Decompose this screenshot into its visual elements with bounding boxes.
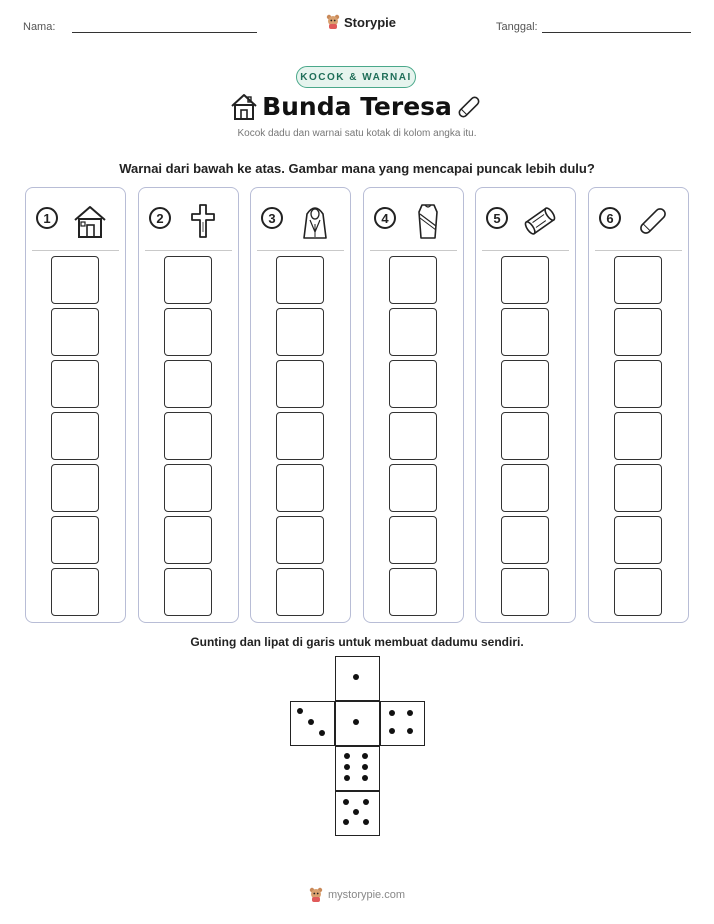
- color-cell[interactable]: [51, 568, 99, 616]
- footer: [0, 887, 714, 903]
- pip: [362, 764, 368, 770]
- column-number: 3: [261, 207, 283, 229]
- column-number: 6: [599, 207, 621, 229]
- column-number: 1: [36, 207, 58, 229]
- color-cell[interactable]: [389, 464, 437, 512]
- color-cell[interactable]: [614, 412, 662, 460]
- column-6: [588, 187, 689, 623]
- die-face-4: [380, 701, 425, 746]
- scroll-icon: [520, 202, 560, 240]
- pip: [389, 710, 395, 716]
- color-cell[interactable]: [51, 464, 99, 512]
- color-cell[interactable]: [276, 360, 324, 408]
- column-divider: [370, 250, 457, 251]
- color-cell[interactable]: [389, 516, 437, 564]
- column-number: 5: [486, 207, 508, 229]
- pip: [308, 719, 314, 725]
- column-number: 4: [374, 207, 396, 229]
- house-icon: [70, 202, 110, 240]
- column-divider: [482, 250, 569, 251]
- column-number: 2: [149, 207, 171, 229]
- date-line[interactable]: [542, 32, 691, 33]
- color-cell[interactable]: [614, 308, 662, 356]
- chalk-stick-icon: [633, 202, 673, 240]
- brand-name: Storypie: [344, 14, 397, 30]
- column-5: [475, 187, 576, 623]
- color-cell[interactable]: [614, 516, 662, 564]
- footer-url[interactable]: mystorypie.com: [327, 889, 406, 901]
- color-cell[interactable]: [276, 568, 324, 616]
- color-cell[interactable]: [389, 256, 437, 304]
- color-cell[interactable]: [501, 308, 549, 356]
- color-cell[interactable]: [164, 464, 212, 512]
- cross-icon: [183, 202, 223, 240]
- sari-robe-icon: [408, 202, 448, 240]
- color-cell[interactable]: [276, 256, 324, 304]
- pip: [407, 728, 413, 734]
- color-cell[interactable]: [614, 256, 662, 304]
- page-title: Bunda Teresa: [262, 92, 452, 121]
- cut-instruction: Gunting dan lipat di garis untuk membuat dadumu sendiri.: [190, 635, 524, 649]
- pip: [362, 775, 368, 781]
- color-cell[interactable]: [164, 256, 212, 304]
- color-cell[interactable]: [51, 360, 99, 408]
- pip: [343, 819, 349, 825]
- color-cell[interactable]: [501, 412, 549, 460]
- activity-badge: KOCOK & WARNAI: [296, 66, 416, 88]
- pip: [344, 753, 350, 759]
- subtitle: Kocok dadu dan warnai satu kotak di kolom angka itu.: [237, 128, 477, 139]
- color-cell[interactable]: [501, 464, 549, 512]
- die-face-1: [335, 656, 380, 701]
- pip: [344, 775, 350, 781]
- name-label: Nama:: [23, 21, 56, 33]
- column-divider: [257, 250, 344, 251]
- pip: [343, 799, 349, 805]
- color-cell[interactable]: [614, 464, 662, 512]
- color-cell[interactable]: [389, 568, 437, 616]
- color-cell[interactable]: [501, 256, 549, 304]
- bear-mascot-icon: [309, 887, 323, 903]
- color-cell[interactable]: [614, 568, 662, 616]
- pip: [362, 753, 368, 759]
- pip: [407, 710, 413, 716]
- instruction-text: Warnai dari bawah ke atas. Gambar mana yang mencapai puncak lebih dulu?: [119, 161, 595, 176]
- die-face-6: [335, 746, 380, 791]
- column-2: [138, 187, 239, 623]
- color-cell[interactable]: [501, 516, 549, 564]
- color-cell[interactable]: [276, 464, 324, 512]
- color-cell[interactable]: [51, 412, 99, 460]
- color-cell[interactable]: [276, 308, 324, 356]
- column-divider: [595, 250, 682, 251]
- color-cell[interactable]: [276, 516, 324, 564]
- brand-logo: [326, 14, 396, 30]
- color-cell[interactable]: [276, 412, 324, 460]
- color-cell[interactable]: [164, 412, 212, 460]
- die-face-3: [290, 701, 335, 746]
- pip: [363, 799, 369, 805]
- color-cell[interactable]: [389, 308, 437, 356]
- color-cell[interactable]: [51, 256, 99, 304]
- pip: [353, 674, 359, 680]
- pip: [319, 730, 325, 736]
- color-cell[interactable]: [164, 516, 212, 564]
- column-1: [25, 187, 126, 623]
- pip: [353, 719, 359, 725]
- column-divider: [145, 250, 232, 251]
- chalk-stick-icon: [454, 92, 484, 122]
- die-face-1: [335, 701, 380, 746]
- color-cell[interactable]: [389, 360, 437, 408]
- color-cell[interactable]: [389, 412, 437, 460]
- color-cell[interactable]: [501, 360, 549, 408]
- column-divider: [32, 250, 119, 251]
- pip: [363, 819, 369, 825]
- column-4: [363, 187, 464, 623]
- color-cell[interactable]: [164, 308, 212, 356]
- column-3: [250, 187, 351, 623]
- pip: [344, 764, 350, 770]
- bear-mascot-icon: [326, 14, 340, 30]
- pip: [353, 809, 359, 815]
- color-cell[interactable]: [164, 568, 212, 616]
- color-cell[interactable]: [51, 516, 99, 564]
- name-line[interactable]: [72, 32, 257, 33]
- color-cell[interactable]: [164, 360, 212, 408]
- color-cell[interactable]: [51, 308, 99, 356]
- color-cell[interactable]: [614, 360, 662, 408]
- pip: [389, 728, 395, 734]
- nun-icon: [295, 202, 335, 240]
- die-face-5: [335, 791, 380, 836]
- color-cell[interactable]: [501, 568, 549, 616]
- pip: [297, 708, 303, 714]
- date-label: Tanggal:: [496, 21, 538, 33]
